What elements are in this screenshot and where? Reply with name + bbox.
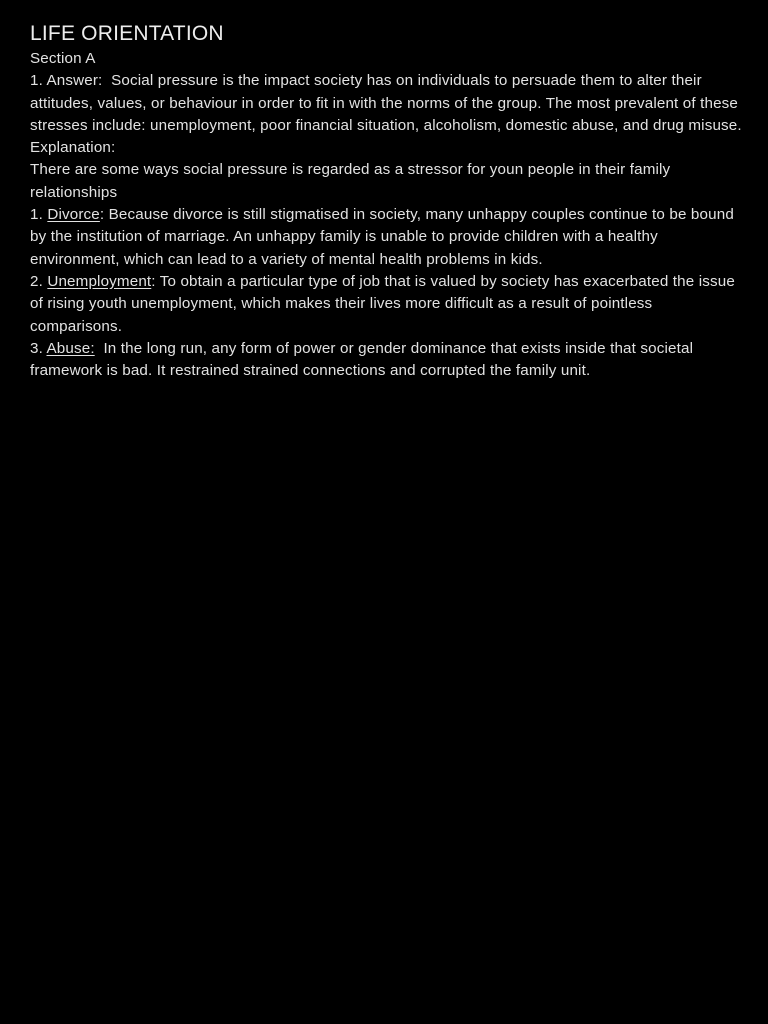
list-item-number: 3. <box>30 339 47 357</box>
answer-text: Social pressure is the impact society has on individuals to persuade them to alter their attitudes, values, or behaviour in order to fit in with the norms of the group. The most prevalent of these stresses include: unemployment, poor financial situation, alcoholism, domestic abuse, and drug misuse. <box>30 72 742 134</box>
list-item-term: Unemployment <box>47 272 152 290</box>
list-item-term: Abuse: <box>46 339 95 357</box>
list-item-text: Because divorce is still stigmatised in society, many unhappy couples continue to be bound by the institution of marriage. An unhappy family is unable to provide children with a healthy environment, which can lead to a variety of mental health problems in kids. <box>30 206 734 268</box>
list-item-text: In the long run, any form of power or gender dominance that exists inside that societal framework is bad. It restrained strained connections and corrupted the family unit. <box>30 339 694 380</box>
document-title: LIFE ORIENTATION <box>30 22 224 45</box>
list-item <box>30 271 744 338</box>
explanation-intro: There are some ways social pressure is regarded as a stressor for youn people in their family relationships <box>30 161 671 201</box>
list-item-separator: : <box>151 272 160 290</box>
list-item-text: To obtain a particular type of job that is valued by society has exacerbated the issue of rising youth unemployment, which makes their lives more difficult as a result of pointless comparisons. <box>30 272 735 335</box>
list-item <box>30 338 744 383</box>
list-item <box>30 204 744 271</box>
section-heading: Section A <box>30 50 96 67</box>
document-body <box>30 48 744 382</box>
answer-paragraph <box>30 70 744 137</box>
explanation-label: Explanation: <box>30 139 116 157</box>
answer-prefix: 1. Answer: <box>30 72 112 90</box>
list-item-number: 1. <box>30 206 48 224</box>
list-item-number: 2. <box>30 272 48 290</box>
list-item-separator: : <box>99 206 109 224</box>
list-item-term: Divorce <box>47 206 100 224</box>
